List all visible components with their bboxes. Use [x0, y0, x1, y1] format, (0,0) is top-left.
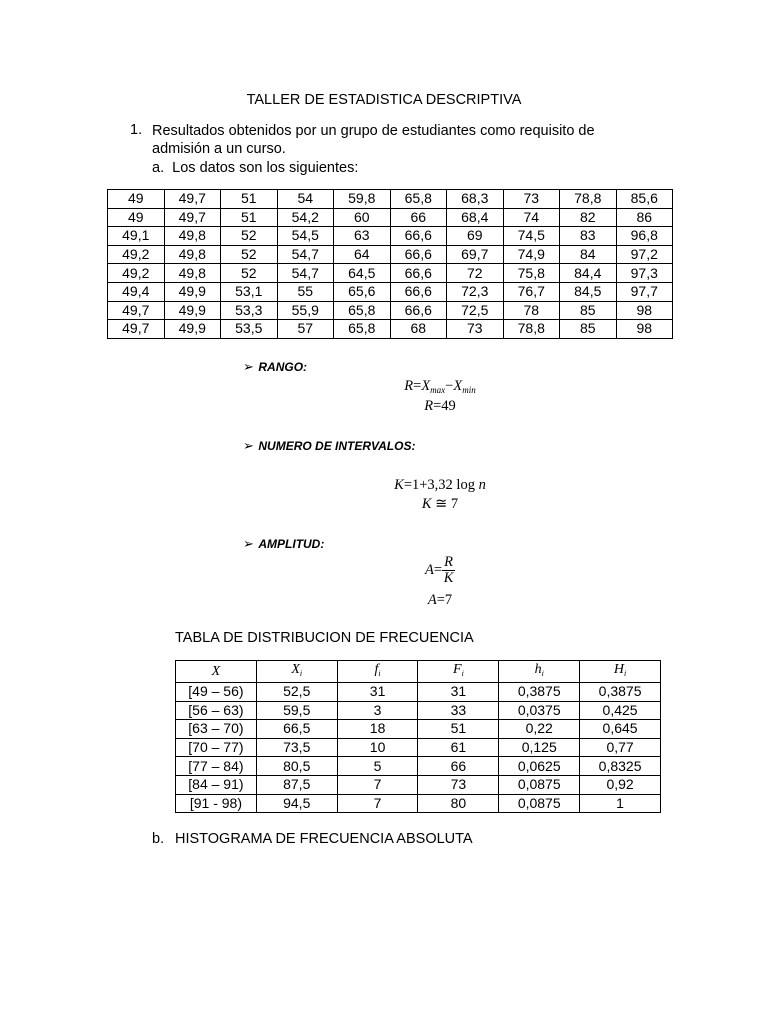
table-cell: 65,8 [334, 301, 391, 320]
amplitud-f1-lhs: A [425, 561, 434, 578]
intervalos-formula-2 [300, 496, 580, 513]
header-xi-text: X [291, 662, 300, 677]
table-cell: 49,7 [164, 208, 221, 227]
table-cell: 74,9 [503, 245, 560, 264]
table-cell: 76,7 [503, 282, 560, 301]
table-cell: 0,425 [580, 701, 661, 720]
table-cell: 49,8 [164, 245, 221, 264]
header-Hi-text: H [613, 662, 625, 677]
amplitud-formula-2 [300, 592, 580, 609]
rango-colon: : [303, 360, 308, 374]
item-b-text: HISTOGRAMA DE FRECUENCIA ABSOLUTA [175, 831, 473, 847]
rango-f1-x2: X [453, 378, 463, 394]
table-cell: 82 [560, 208, 617, 227]
table-row [108, 227, 673, 246]
table-row [108, 320, 673, 339]
table-cell: 3 [337, 701, 418, 720]
item-1-number: 1. [130, 122, 143, 138]
table-cell: 97,3 [616, 264, 673, 283]
table-cell: 0,92 [580, 775, 661, 794]
table-cell: 66 [418, 757, 499, 776]
table-cell: 49 [108, 190, 165, 209]
table-cell: 66,6 [390, 282, 447, 301]
table-cell: 85,6 [616, 190, 673, 209]
header-hi-sub: i [541, 669, 544, 678]
table-cell: 69,7 [447, 245, 504, 264]
table-cell: [70 – 77) [176, 738, 257, 757]
table-cell: 69 [447, 227, 504, 246]
table-cell: 66,5 [256, 720, 337, 739]
table-cell: 31 [418, 683, 499, 702]
table-cell: 53,5 [221, 320, 278, 339]
table-cell: 72 [447, 264, 504, 283]
table-row [176, 794, 661, 813]
rango-label: RANGO [258, 360, 304, 374]
item-b-letter: b. [152, 831, 165, 847]
table-cell: 68,4 [447, 208, 504, 227]
table-cell: 51 [221, 190, 278, 209]
table-cell: 98 [616, 301, 673, 320]
table-cell: 33 [418, 701, 499, 720]
table-cell: 66,6 [390, 301, 447, 320]
table-cell: 78 [503, 301, 560, 320]
table-cell: 57 [277, 320, 334, 339]
table-cell: [91 - 98) [176, 794, 257, 813]
table-cell: 83 [560, 227, 617, 246]
table-cell: 49,7 [164, 190, 221, 209]
table-cell: 59,5 [256, 701, 337, 720]
freq-table-header-row [176, 661, 661, 683]
table-cell: 0,22 [499, 720, 580, 739]
table-cell: 73 [447, 320, 504, 339]
table-row [176, 683, 661, 702]
rango-f2-rhs: =49 [433, 398, 456, 414]
table-cell: 80,5 [256, 757, 337, 776]
table-cell: 54,2 [277, 208, 334, 227]
table-cell: 10 [337, 738, 418, 757]
intervalos-f2-lhs: K [421, 496, 432, 512]
table-cell: 49,1 [108, 227, 165, 246]
data-table [107, 189, 673, 339]
arrowhead-bullet-icon: ➢ [243, 537, 254, 552]
table-cell: 0,0875 [499, 775, 580, 794]
intervalos-f1-lhs: K [394, 477, 404, 493]
table-cell: 64,5 [334, 264, 391, 283]
table-cell: 73 [418, 775, 499, 794]
amplitud-formula-1 [300, 555, 580, 586]
table-cell: 52 [221, 264, 278, 283]
table-cell: 66,6 [390, 264, 447, 283]
table-cell: 85 [560, 301, 617, 320]
table-cell: 65,8 [390, 190, 447, 209]
rango-formula-2 [300, 398, 580, 415]
page-title: TALLER DE ESTADISTICA DESCRIPTIVA [246, 92, 522, 108]
amplitud-label: AMPLITUD: [258, 537, 325, 551]
table-cell: 84 [560, 245, 617, 264]
table-row [108, 245, 673, 264]
table-cell: 55 [277, 282, 334, 301]
table-cell: 65,8 [334, 320, 391, 339]
amplitud-fraction [442, 555, 455, 586]
table-cell: 51 [221, 208, 278, 227]
table-cell: 68,3 [447, 190, 504, 209]
intervalos-heading [243, 437, 415, 455]
table-row [108, 190, 673, 209]
header-Hi [580, 661, 661, 683]
rango-f1-minus: − [445, 378, 454, 394]
table-cell: 66 [390, 208, 447, 227]
intervalos-f2-rhs: ≅ 7 [431, 496, 459, 512]
amplitud-f2-lhs: A [427, 592, 437, 608]
rango-formula-1 [300, 378, 580, 395]
table-cell: 75,8 [503, 264, 560, 283]
header-xi [256, 661, 337, 683]
table-cell: 54 [277, 190, 334, 209]
table-cell: 80 [418, 794, 499, 813]
table-cell: 73 [503, 190, 560, 209]
arrowhead-bullet-icon: ➢ [243, 360, 254, 375]
item-a-text: Los datos son los siguientes: [172, 160, 359, 176]
table-cell: 0,0375 [499, 701, 580, 720]
rango-f1-x1: X [421, 378, 431, 394]
table-row [176, 720, 661, 739]
table-row [108, 282, 673, 301]
item-1-text: Resultados obtenidos por un grupo de estudiantes como requisito de admisión a un curso. [152, 123, 595, 157]
header-Fi-sub: i [461, 669, 464, 678]
table-cell: 49,7 [108, 301, 165, 320]
rango-f1-lhs: R [404, 378, 414, 394]
table-cell: 0,125 [499, 738, 580, 757]
table-cell: 73,5 [256, 738, 337, 757]
table-cell: 66,6 [390, 227, 447, 246]
header-hi-text: h [534, 662, 542, 677]
table-cell: 49 [108, 208, 165, 227]
table-row [108, 208, 673, 227]
table-cell: 84,4 [560, 264, 617, 283]
amplitud-heading [243, 535, 324, 553]
arrowhead-bullet-icon: ➢ [243, 439, 254, 454]
table-cell: 97,2 [616, 245, 673, 264]
table-cell: 0,3875 [580, 683, 661, 702]
table-cell: 49,9 [164, 320, 221, 339]
table-cell: 60 [334, 208, 391, 227]
table-cell: 97,7 [616, 282, 673, 301]
header-hi [499, 661, 580, 683]
table-cell: 94,5 [256, 794, 337, 813]
table-cell: 0,645 [580, 720, 661, 739]
amplitud-f1-den: K [443, 570, 454, 586]
item-a [152, 160, 358, 176]
table-cell: 74 [503, 208, 560, 227]
item-a-letter: a. [152, 160, 165, 176]
table-row [108, 301, 673, 320]
table-cell: 96,8 [616, 227, 673, 246]
table-cell: 86 [616, 208, 673, 227]
table-cell: 52 [221, 245, 278, 264]
table-cell: 54,5 [277, 227, 334, 246]
table-cell: 0,0875 [499, 794, 580, 813]
table-cell: 72,5 [447, 301, 504, 320]
table-cell: [49 – 56) [176, 683, 257, 702]
table-cell: [63 – 70) [176, 720, 257, 739]
table-cell: 0,8325 [580, 757, 661, 776]
table-row [108, 264, 673, 283]
table-cell: 65,6 [334, 282, 391, 301]
table-cell: 49,4 [108, 282, 165, 301]
table-cell: 52 [221, 227, 278, 246]
table-cell: 66,6 [390, 245, 447, 264]
table-cell: 78,8 [503, 320, 560, 339]
intervalos-f1-rhs: =1+3,32 log [403, 477, 475, 493]
header-fi-sub: i [378, 669, 381, 678]
table-cell: [84 – 91) [176, 775, 257, 794]
table-cell: 0,3875 [499, 683, 580, 702]
table-cell: 0,77 [580, 738, 661, 757]
table-cell: 54,7 [277, 264, 334, 283]
rango-f1-max: max [430, 385, 446, 395]
header-Fi-text: F [453, 662, 462, 677]
table-cell: 64 [334, 245, 391, 264]
table-cell: 18 [337, 720, 418, 739]
rango-f1-eq: = [413, 378, 422, 394]
table-cell: 53,3 [221, 301, 278, 320]
intervalos-formula-1 [300, 477, 580, 494]
rango-f1-min: min [462, 385, 476, 395]
table-cell: 49,8 [164, 227, 221, 246]
table-cell: 1 [580, 794, 661, 813]
table-cell: [56 – 63) [176, 701, 257, 720]
table-cell: 87,5 [256, 775, 337, 794]
table-cell: 55,9 [277, 301, 334, 320]
table-row [176, 757, 661, 776]
table-cell: 98 [616, 320, 673, 339]
amplitud-f1-eq: = [433, 561, 443, 578]
table-cell: 74,5 [503, 227, 560, 246]
table-cell: 68 [390, 320, 447, 339]
header-fi-text: f [374, 662, 379, 677]
table-row [176, 738, 661, 757]
header-Fi [418, 661, 499, 683]
header-x-text: X [211, 664, 221, 679]
rango-heading [243, 358, 307, 376]
table-cell: 59,8 [334, 190, 391, 209]
table-cell: 85 [560, 320, 617, 339]
table-cell: 0,0625 [499, 757, 580, 776]
table-cell: 7 [337, 794, 418, 813]
header-x [176, 661, 257, 683]
table-cell: 49,2 [108, 264, 165, 283]
intervalos-label: NUMERO DE INTERVALOS: [258, 439, 416, 453]
freq-table [175, 660, 661, 813]
table-cell: 78,8 [560, 190, 617, 209]
freq-table-title: TABLA DE DISTRIBUCION DE FRECUENCIA [175, 630, 474, 646]
intervalos-f1-n: n [478, 477, 486, 493]
table-cell: 49,2 [108, 245, 165, 264]
table-cell: 52,5 [256, 683, 337, 702]
header-xi-sub: i [299, 669, 303, 678]
table-cell: 63 [334, 227, 391, 246]
amplitud-f2-rhs: =7 [436, 592, 453, 608]
table-cell: [77 – 84) [176, 757, 257, 776]
table-cell: 7 [337, 775, 418, 794]
table-cell: 84,5 [560, 282, 617, 301]
table-cell: 53,1 [221, 282, 278, 301]
table-cell: 61 [418, 738, 499, 757]
table-row [176, 701, 661, 720]
rango-f2-lhs: R [424, 398, 434, 414]
table-cell: 72,3 [447, 282, 504, 301]
header-fi [337, 661, 418, 683]
table-cell: 54,7 [277, 245, 334, 264]
amplitud-f1-num: R [444, 554, 453, 570]
table-cell: 5 [337, 757, 418, 776]
table-row [176, 775, 661, 794]
table-cell: 49,8 [164, 264, 221, 283]
header-Hi-sub: i [624, 669, 627, 678]
table-cell: 49,9 [164, 282, 221, 301]
table-cell: 31 [337, 683, 418, 702]
table-cell: 51 [418, 720, 499, 739]
table-cell: 49,9 [164, 301, 221, 320]
table-cell: 49,7 [108, 320, 165, 339]
